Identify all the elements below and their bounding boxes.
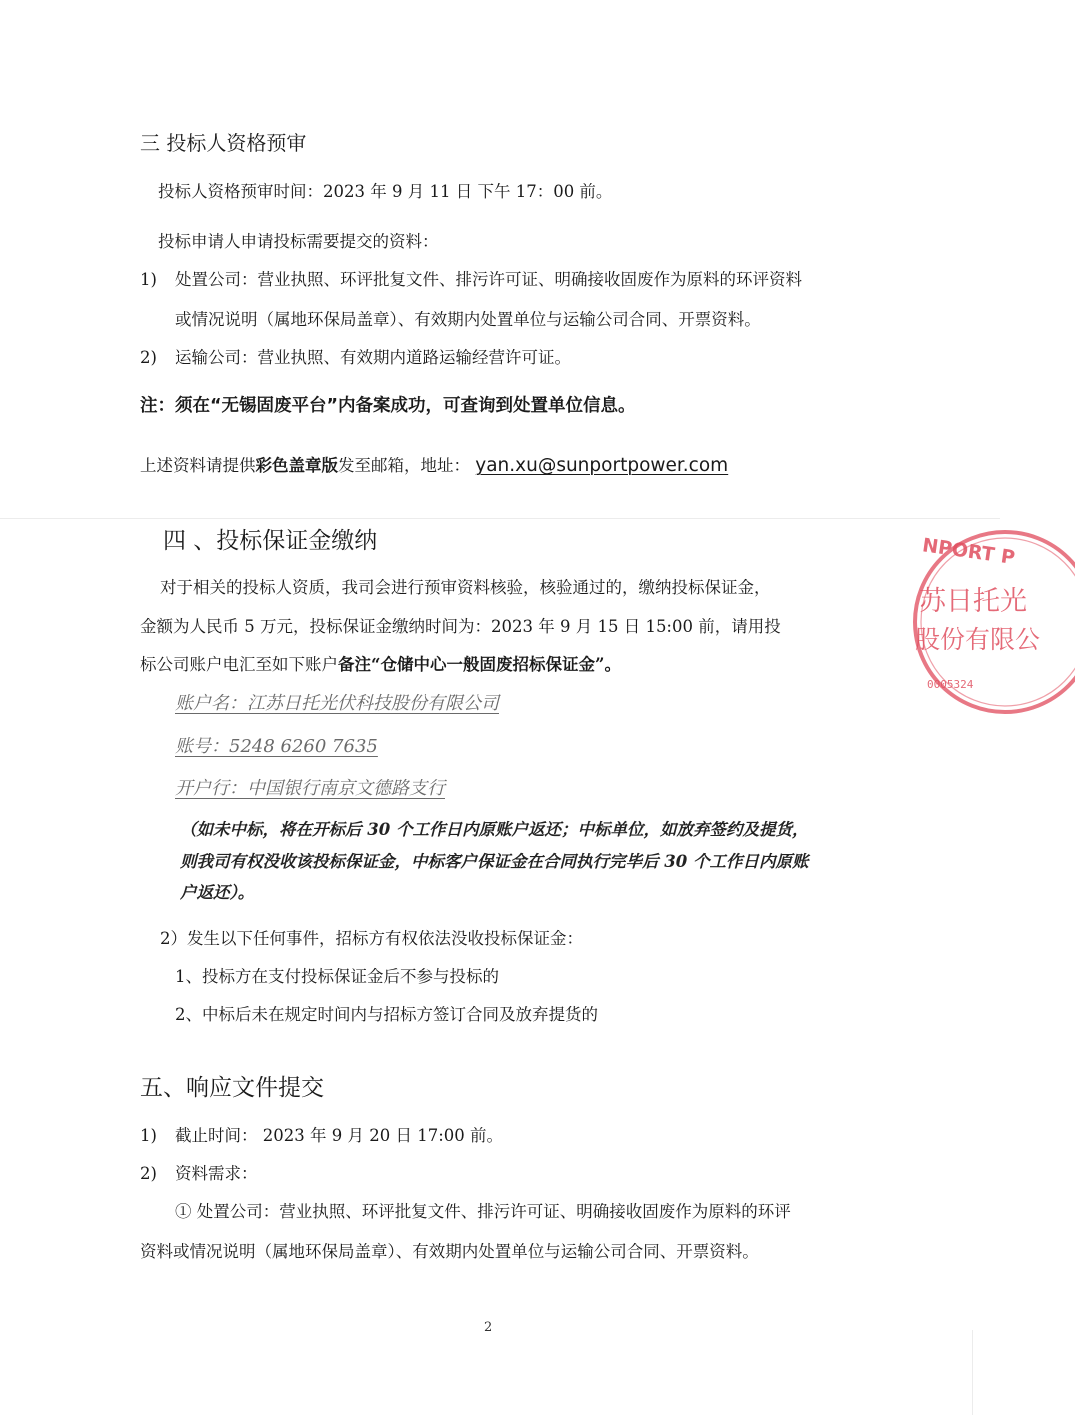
forfeit-item2: 2、中标后未在规定时间内与招标方签订合同及放弃提货的: [175, 1005, 598, 1024]
scan-line-vertical: [972, 1330, 973, 1415]
account-number: 账号：5248 6260 7635: [175, 736, 378, 757]
seal-line2: 股份有限公: [915, 625, 1041, 654]
section3-item1-line2: 或情况说明（属地环保局盖章）、有效期内处置单位与运输公司合同、开票资料。: [175, 310, 761, 329]
forfeit-item1: 1、投标方在支付投标保证金后不参与投标的: [175, 967, 499, 986]
section3-item1-line1: 处置公司：营业执照、环评批复文件、排污许可证、明确接收固废作为原料的环评资料: [175, 270, 802, 289]
submit-prefix: 上述资料请提供: [140, 456, 256, 475]
section3-item2-number: 2): [140, 348, 157, 367]
para-line3-emphasis: 备注“仓储中心一般固废招标保证金”。: [338, 655, 621, 674]
account-name: 账户名：江苏日托光伏科技股份有限公司: [175, 693, 499, 714]
section4-para-line1: 对于相关的投标人资质，我司会进行预审资料核验，核验通过的，缴纳投标保证金，: [160, 578, 771, 597]
submit-emphasis: 彩色盖章版: [255, 456, 338, 475]
section5-sub1-line2: 资料或情况说明（属地环保局盖章）、有效期内处置单位与运输公司合同、开票资料。: [140, 1242, 759, 1261]
section3-deadline: 投标人资格预审时间：2023 年 9 月 11 日 下午 17：00 前。: [158, 182, 613, 201]
email-link[interactable]: yan.xu@sunportpower.com: [475, 455, 729, 476]
forfeit-intro: 2）发生以下任何事件，招标方有权依法没收投标保证金：: [160, 929, 583, 948]
seal-line1: 苏日托光: [919, 586, 1027, 617]
section5-title: 五、响应文件提交: [140, 1075, 324, 1101]
section3-materials-intro: 投标申请人申请投标需要提交的资料：: [158, 232, 439, 251]
refund-note-line2: 则我司有权没收该投标保证金，中标客户保证金在合同执行完毕后 30 个工作日内原账: [180, 852, 809, 871]
section4-para-line3: [140, 653, 621, 677]
section3-submit-line: [140, 454, 728, 478]
section5-item1-number: 1): [140, 1126, 157, 1145]
section5-item2-text: 资料需求：: [175, 1164, 258, 1183]
section3-title: 三 投标人资格预审: [140, 131, 307, 155]
section3-note: 注：须在“无锡固废平台”内备案成功，可查询到处置单位信息。: [140, 396, 636, 416]
para-line3-prefix: 标公司账户电汇至如下账户: [140, 655, 338, 674]
refund-note-line1: （如未中标，将在开标后 30 个工作日内原账户返还；中标单位，如放弃签约及提货，: [180, 820, 809, 839]
company-seal-stamp: [905, 522, 1075, 722]
section5-item1-text: 截止时间： 2023 年 9 月 20 日 17:00 前。: [175, 1126, 503, 1145]
page-number: 2: [484, 1320, 493, 1335]
bank-name: 开户行：中国银行南京文德路支行: [175, 778, 445, 799]
section5-sub1-line1: ① 处置公司：营业执照、环评批复文件、排污许可证、明确接收固废作为原料的环评: [175, 1202, 791, 1221]
seal-top-text: NPORT P: [920, 534, 1017, 570]
section3-item1-number: 1): [140, 270, 157, 289]
section3-item2-text: 运输公司：营业执照、有效期内道路运输经营许可证。: [175, 348, 571, 367]
scan-line-top: [0, 518, 1000, 519]
submit-suffix: 发至邮箱，地址：: [338, 456, 470, 475]
refund-note-line3: 户返还）。: [180, 883, 255, 902]
section4-title: 四 、投标保证金缴纳: [163, 528, 378, 554]
section5-item2-number: 2): [140, 1164, 157, 1183]
seal-number: 0005324: [927, 678, 974, 691]
section4-para-line2: 金额为人民币 5 万元，投标保证金缴纳时间为：2023 年 9 月 15 日 15:00 前，请用投: [140, 617, 781, 636]
